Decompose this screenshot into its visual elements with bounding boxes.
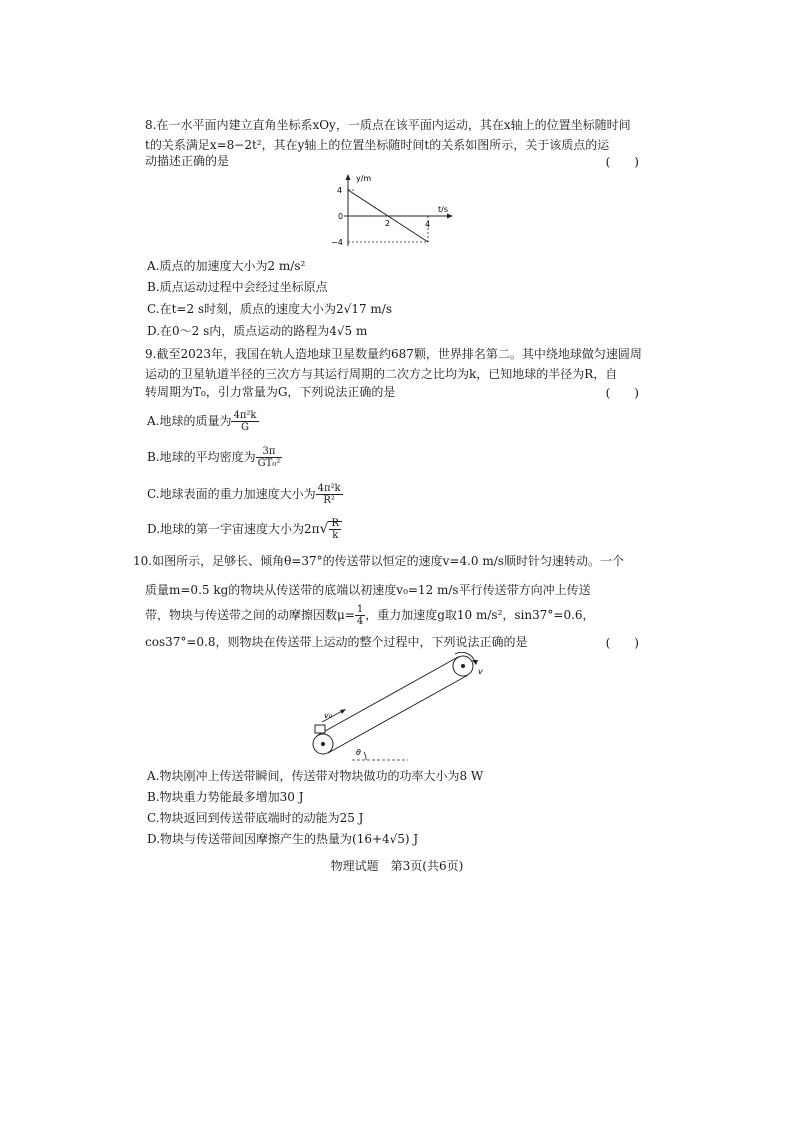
q10-option-b: B.物块重力势能最多增加30 J [147, 790, 304, 804]
q10-option-c: C.物块返回到传送带底端时的动能为25 J [147, 811, 364, 825]
q10-line-4: cos37°=0.8，则物块在传送带上运动的整个过程中，下列说法正确的是 [145, 635, 528, 649]
q8-tick-4x: 4 [425, 220, 431, 229]
q9-option-d-fraction: $\frac{R}{k}$ [331, 518, 339, 541]
q9-option-c-text: C.地球表面的重力加速度大小为 [147, 487, 316, 501]
q8-option-b: B.质点运动过程中会经过坐标原点 [147, 280, 328, 294]
q9-option-a [147, 410, 259, 433]
q10-option-d: D.物块与传送带间因摩擦产生的热量为(16+4√5) J [147, 832, 419, 846]
q10-v-label: v [478, 667, 483, 676]
q8-tick-2: 2 [385, 219, 391, 228]
q9-option-a-fraction: $\frac{\text{4π²k}}{G}$ [233, 410, 257, 433]
q9-line-3: 转周期为T₀，引力常量为G，下列说法正确的是 [145, 385, 396, 399]
q8-answer-paren: ( ) [605, 155, 639, 169]
q10-belt-top [318, 657, 458, 735]
q9-line-1: 9.截至2023年，我国在轨人造地球卫星数量约687颗，世界排名第二。其中绕地球做匀速圆周 [145, 347, 642, 361]
q9-option-d: D.地球的第一宇宙速度大小为2π√ $\frac{R}{k}$ [147, 518, 342, 541]
q10-angle-arc [364, 752, 366, 760]
q8-option-d: D.在0～2 s内，质点运动的路程为4√5 m [147, 324, 368, 338]
q10-conveyor-figure [300, 652, 500, 764]
q9-answer-paren: ( ) [605, 386, 639, 400]
q8-line-3: 动描述正确的是 [145, 154, 230, 168]
q9-line-2: 运动的卫星轨道半径的三次方与其运行周期的二次方之比均为k，已知地球的半径为R，自 [145, 367, 618, 381]
q9-option-c [147, 483, 343, 506]
q8-option-a: A.质点的加速度大小为2 m/s² [147, 259, 306, 273]
q9-option-d-text: D.地球的第一宇宙速度大小为2π [147, 522, 320, 536]
q8-line-2: t的关系满足x=8−2t²，其在y轴上的位置坐标随时间t的关系如图所示，关于该质点的运 [145, 138, 610, 152]
q10-mu-fraction: $\frac{1}{4}$ [356, 604, 364, 627]
q9-option-a-text: A.地球的质量为 [147, 414, 232, 428]
q10-answer-paren: ( ) [605, 636, 639, 650]
q9-option-b-fraction: $\frac{3\pi}{\text{GT₀²}}$ [257, 446, 281, 469]
q10-belt-bottom [328, 675, 468, 753]
q8-line-1: 8.在一水平面内建立直角坐标系xOy，一质点在该平面内运动，其在x轴上的位置坐标随时间 [145, 118, 631, 132]
page-footer: 物理试题 第3页(共6页) [330, 859, 464, 873]
q8-option-c: C.在t=2 s时刻，质点的速度大小为2√17 m/s [147, 302, 392, 316]
q10-option-a: A.物块刚冲上传送带瞬间，传送带对物块做功的功率大小为8 W [147, 769, 484, 783]
q10-theta-label: θ [356, 748, 361, 757]
q10-block [315, 725, 325, 733]
q10-line-1: 10.如图所示，足够长、倾角θ=37°的传送带以恒定的速度v=4.0 m/s顺时针匀速转动。一个 [133, 554, 624, 568]
q9-option-b [147, 446, 282, 469]
q9-option-b-text: B.地球的平均密度为 [147, 450, 256, 464]
q8-y-label: y/m [356, 174, 372, 183]
q8-tick-neg4: −4 [331, 238, 343, 247]
q10-v0-label: v₀ [324, 711, 332, 720]
q9-option-c-fraction: $\frac{\text{4π²k}}{\text{R²}}$ [317, 483, 341, 506]
q10-line-2: 质量m=0.5 kg的物块从传送带的底端以初速度v₀=12 m/s平行传送带方向冲上传送 [145, 583, 591, 597]
q8-t-label: t/s [438, 205, 448, 214]
q8-tick-4: 4 [337, 186, 343, 195]
q8-tick-0: 0 [338, 212, 344, 221]
q8-yt-graph [322, 172, 462, 252]
q10-line-3: 带，物块与传送带之间的动摩擦因数μ= $\frac{1}{4}$ ，重力加速度g取10 m/s²，sin37°=0.6， [145, 604, 595, 627]
